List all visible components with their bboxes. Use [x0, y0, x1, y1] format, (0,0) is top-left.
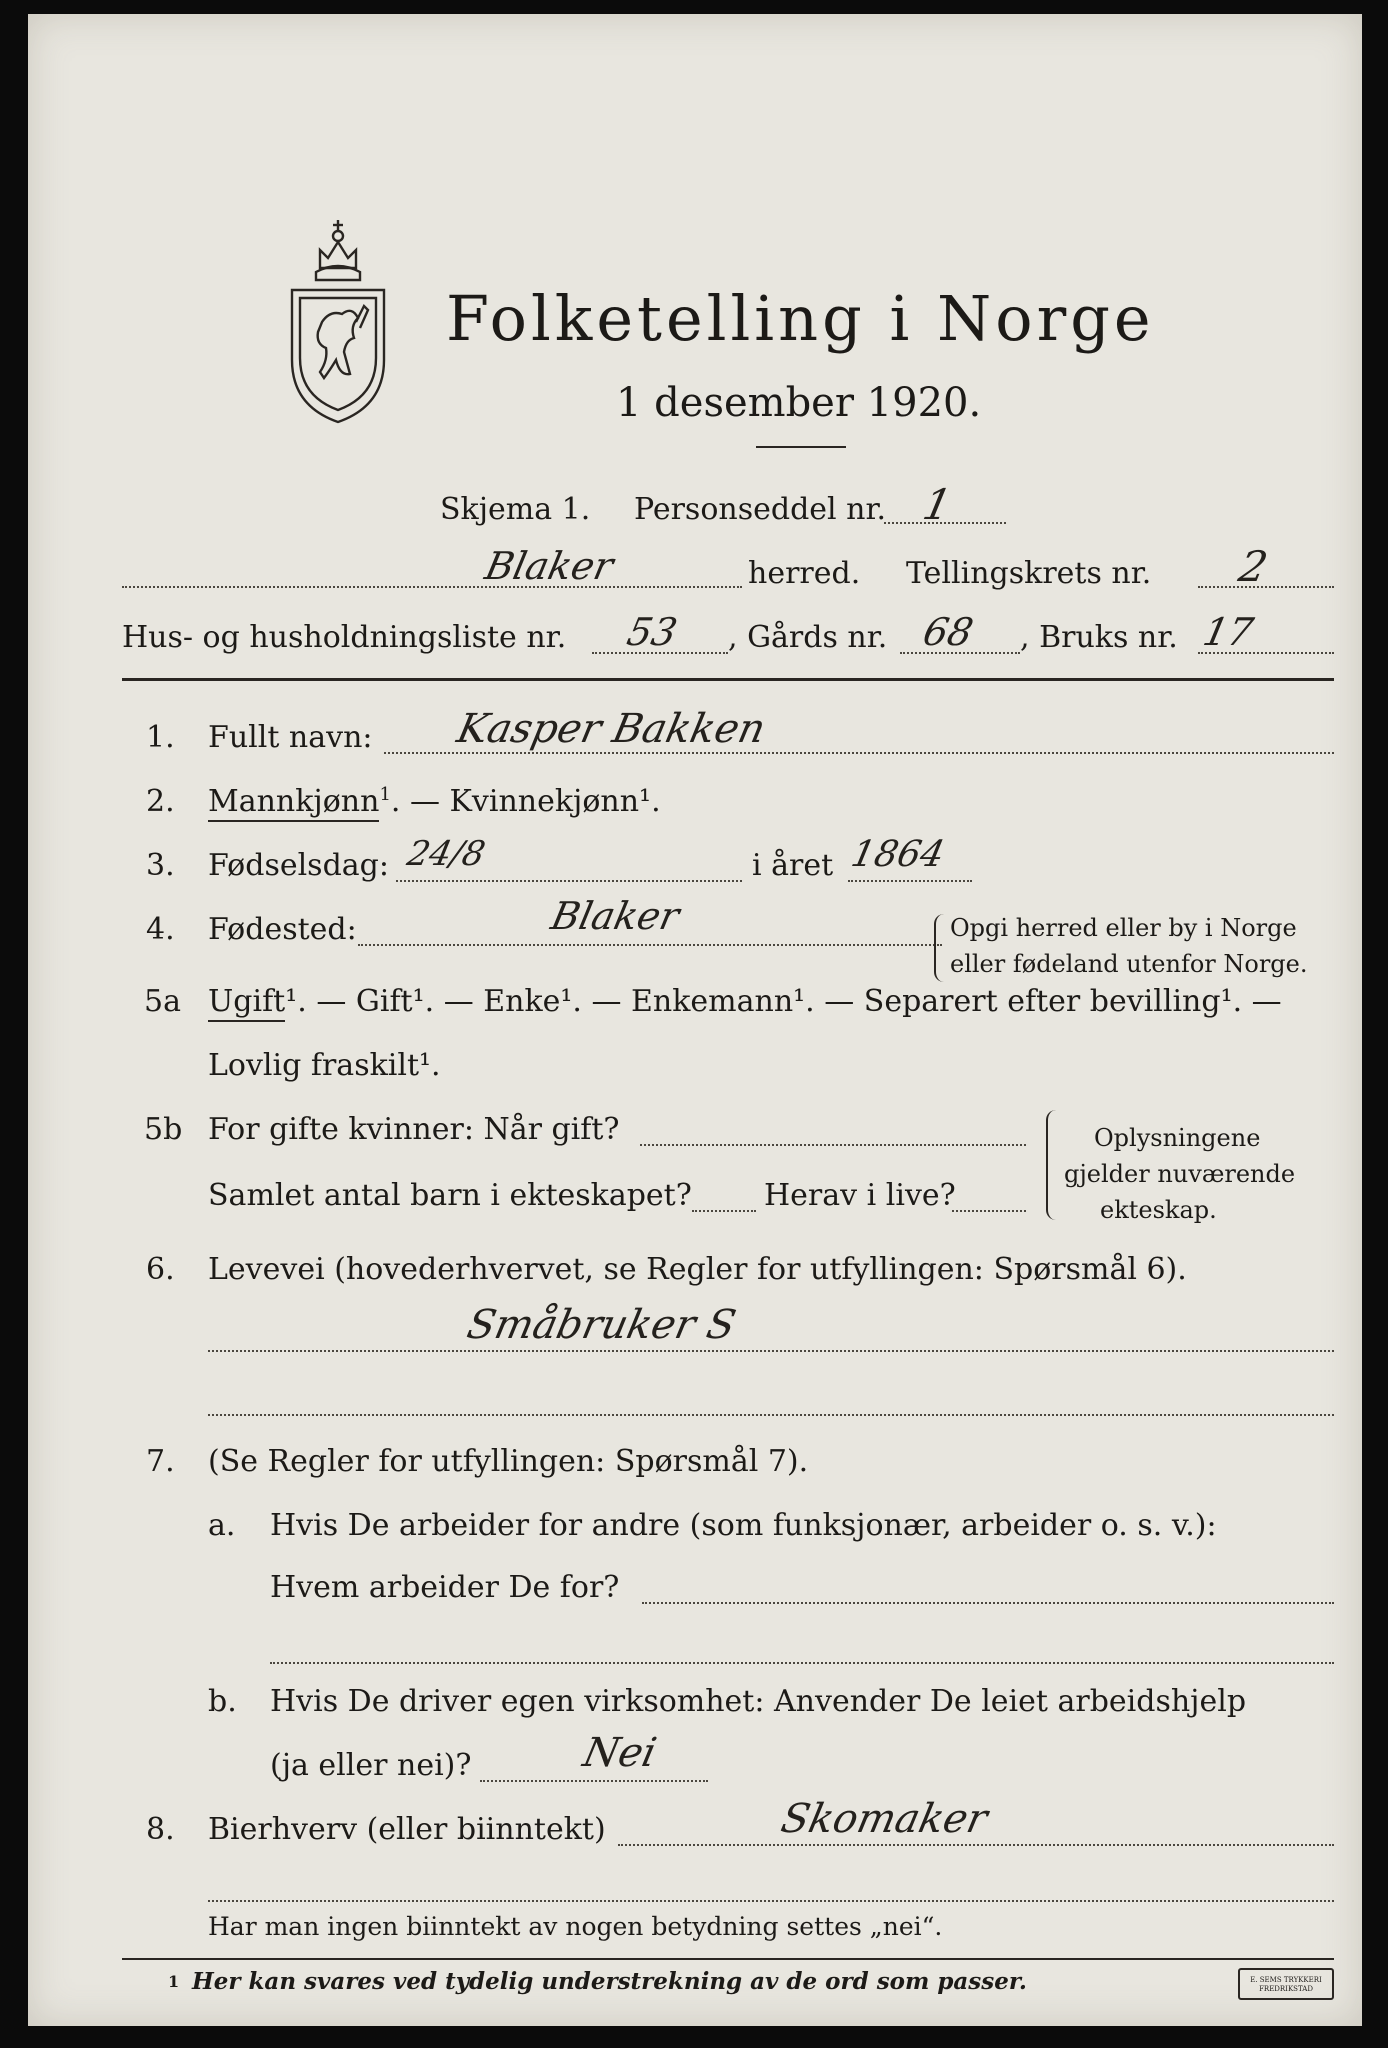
q5a-ugift-option: Ugift	[208, 984, 285, 1022]
q4-value: Blaker	[547, 894, 684, 938]
q8-number: 8.	[146, 1812, 175, 1847]
q2-row	[208, 784, 661, 819]
q7b-answer-line	[480, 1780, 708, 1782]
herred-value: Blaker	[481, 544, 618, 588]
q3-year-line	[848, 880, 972, 882]
bruks-label: , Bruks nr.	[1020, 620, 1178, 655]
q7a-letter: a.	[208, 1508, 236, 1543]
q1-label: Fullt navn:	[208, 720, 373, 755]
q2-end: ¹.	[639, 784, 661, 819]
q3-value: 24/8	[403, 834, 489, 874]
q5b-label3: Herav i live?	[764, 1178, 956, 1213]
schema-label: Skjema 1.	[440, 492, 591, 527]
q5b-line1	[640, 1144, 1026, 1146]
personseddel-label: Personseddel nr.	[634, 492, 887, 527]
q7a-answer-line2	[270, 1662, 1334, 1664]
printer-stamp	[1238, 1968, 1334, 2000]
q5b-label2: Samlet antal barn i ekteskapet?	[208, 1178, 692, 1213]
q6-line2	[208, 1414, 1334, 1416]
gards-value: 68	[919, 610, 978, 654]
q5b-line3	[952, 1210, 1026, 1212]
q7-number: 7.	[146, 1444, 175, 1479]
census-date: 1 desember 1920.	[616, 380, 982, 426]
q2-sup: 1	[379, 784, 391, 805]
q8-value: Skomaker	[777, 1796, 992, 1842]
q5b-line2	[692, 1210, 756, 1212]
q1-number: 1.	[146, 720, 175, 755]
q7b-value: Nei	[579, 1730, 661, 1776]
footer-note: Har man ingen biinntekt av nogen betydning settes „nei“.	[208, 1912, 943, 1941]
q5b-label1: For gifte kvinner: Når gift?	[208, 1112, 620, 1147]
q2-male-option: Mannkjønn	[208, 784, 379, 822]
q3-number: 3.	[146, 848, 175, 883]
q6-value: Småbruker S	[463, 1302, 740, 1348]
q4-note-brace	[934, 914, 946, 982]
q8-line2	[208, 1900, 1334, 1902]
q2-number: 2.	[146, 784, 175, 819]
q1-line	[384, 752, 1334, 754]
q6-number: 6.	[146, 1252, 175, 1287]
q6-label: Levevei (hovederhvervet, se Regler for utfyllingen: Spørsmål 6).	[208, 1252, 1187, 1287]
q4-line	[358, 944, 942, 946]
footnote-mark: 1	[168, 1972, 180, 1991]
q8-line1	[618, 1844, 1334, 1846]
coat-of-arms-icon	[280, 210, 396, 426]
q7a-line2: Hvem arbeider De for?	[270, 1570, 620, 1605]
q5b-note-line1: Oplysningene	[1094, 1124, 1261, 1152]
q3-line	[396, 880, 742, 882]
footnote-text: Her kan svares ved tydelig understrekning av de ord som passer.	[192, 1968, 1027, 1995]
q5a-number: 5a	[144, 984, 181, 1019]
q7a-line1: Hvis De arbeider for andre (som funksjonær, arbeider o. s. v.):	[270, 1508, 1217, 1543]
q3-year-value: 1864	[847, 834, 948, 875]
q4-note-line1: Opgi herred eller by i Norge	[950, 914, 1297, 942]
q5b-note-line2: gjelder nuværende	[1064, 1160, 1296, 1188]
form-title: Folketelling i Norge	[446, 282, 1155, 355]
hus-label: Hus- og husholdningsliste nr.	[122, 620, 567, 655]
q7b-line1: Hvis De driver egen virksomhet: Anvender De leiet arbeidshjelp	[270, 1684, 1247, 1719]
census-form-sheet	[28, 14, 1362, 2026]
q3-year-label: i året	[752, 848, 834, 883]
header-divider	[122, 678, 1334, 681]
herred-label: herred.	[748, 556, 861, 591]
q5b-number: 5b	[144, 1112, 183, 1147]
gards-label: , Gårds nr.	[728, 620, 888, 655]
q5a-options: ¹. — Gift¹. — Enke¹. — Enkemann¹. — Separert efter bevilling¹. —	[285, 984, 1282, 1019]
tellingskrets-label: Tellingskrets nr.	[906, 556, 1152, 591]
q4-note-line2: eller fødeland utenfor Norge.	[950, 950, 1308, 978]
printer-stamp-text: E. SEMS TRYKKERI FREDRIKSTAD	[1250, 1976, 1322, 1993]
q4-label: Fødested:	[208, 912, 357, 947]
q7b-letter: b.	[208, 1684, 237, 1719]
q5a-row	[208, 984, 1282, 1019]
q6-line1	[208, 1350, 1334, 1352]
tellingskrets-line	[1198, 586, 1334, 588]
hus-value: 53	[623, 610, 682, 654]
q5b-note-brace	[1046, 1110, 1058, 1220]
q4-number: 4.	[146, 912, 175, 947]
personseddel-value: 1	[918, 480, 956, 529]
q1-value: Kasper Bakken	[453, 706, 770, 752]
q7-label: (Se Regler for utfyllingen: Spørsmål 7).	[208, 1444, 809, 1479]
q3-label: Fødselsdag:	[208, 848, 389, 883]
footer-divider	[122, 1958, 1334, 1960]
q5b-note-line3: ekteskap.	[1100, 1196, 1217, 1224]
herred-line	[122, 586, 742, 588]
q8-label: Bierhverv (eller biinntekt)	[208, 1812, 606, 1847]
q2-separator: . — Kvinnekjønn	[390, 784, 640, 819]
tellingskrets-value: 2	[1234, 542, 1272, 591]
q5a-line2: Lovlig fraskilt¹.	[208, 1048, 441, 1083]
bruks-value: 17	[1199, 610, 1258, 654]
title-rule	[756, 446, 846, 448]
q7b-line2: (ja eller nei)?	[270, 1748, 472, 1783]
q7a-answer-line1	[642, 1602, 1334, 1604]
